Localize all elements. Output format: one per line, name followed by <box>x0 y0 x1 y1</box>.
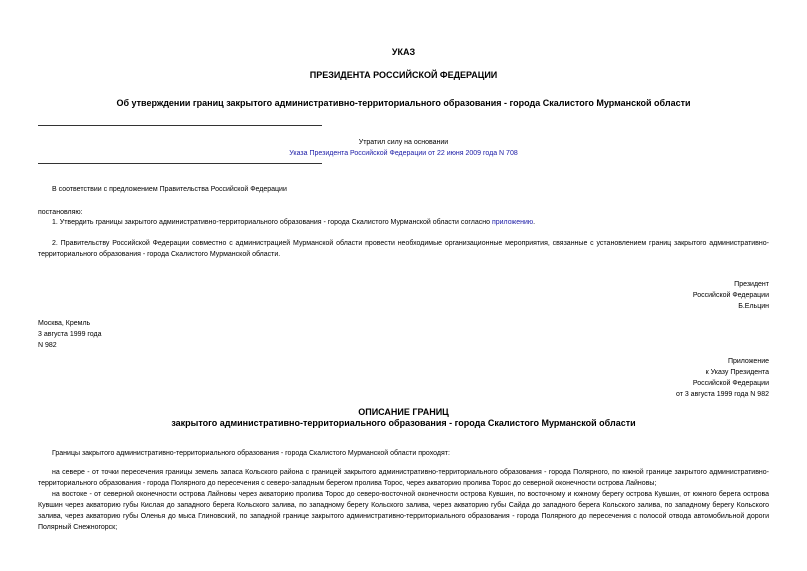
place: Москва, Кремль <box>38 320 91 327</box>
description-north: на севере - от точки пересечения границы земель запаса Кольского района с границей закрытого административно-территориального образования - города Полярного, по южной границе закрытого административно-территориального образования - города Полярного до пересечения с северо-западным берегом пролива Торос, через акваторию пролива Торос до северной оконечности острова Лайновы; <box>38 469 769 487</box>
appendix-ref-3: от 3 августа 1999 года N 982 <box>675 391 769 398</box>
document-title: Об утверждении границ закрытого административно-территориального образования - города Скалистого Мурманской области <box>116 98 691 108</box>
item-1-end: . <box>533 219 536 226</box>
document-type-heading: УКАЗ <box>391 47 416 57</box>
postanovlyayu-text: постановляю: <box>38 209 83 216</box>
item-1-text: 1. Утвердить границы закрытого административно-территориального образования - города Скалистого Мурманской области согласно <box>52 219 492 226</box>
issuer-heading: ПРЕЗИДЕНТА РОССИЙСКОЙ ФЕДЕРАЦИИ <box>309 70 498 80</box>
repeal-note: Утратил силу на основании <box>358 139 449 146</box>
intro-paragraph: В соответствии с предложением Правительства Российской Федерации <box>52 186 287 193</box>
description-intro: Границы закрытого административно-территориального образования - города Скалистого Мурманской области проходят: <box>52 450 450 457</box>
decree-number: N 982 <box>38 342 57 349</box>
bottom-divider <box>38 163 322 164</box>
description-east: на востоке - от северной оконечности острова Лайновы через акваторию пролива Торос до северо-восточной оконечности острова Кувшин, по восточному и южному берегу острова Кувшин, от южного берега острова Кувшин через акваторию губы Кислая до западного берега Кольского залива, по западному берегу Кольского залива, через акваторию губы Сайда до западного берега Кольского залива, по западному берегу Кольского залива, через акваторию губы Оленья до мыса Глиновский, по западной границе закрытого административно-территориального образования - города Полярного до пересечения с полосой отвода автомобильной дороги Полярный Снежногорск; <box>38 491 769 531</box>
date: 3 августа 1999 года <box>38 331 102 338</box>
repeal-decree-link[interactable]: Указа Президента Российской Федерации от 22 июня 2009 года N 708 <box>289 150 518 157</box>
item-1-paragraph <box>38 217 769 228</box>
description-title: ОПИСАНИЕ ГРАНИЦ <box>358 407 449 417</box>
appendix-ref-1: к Указу Президента <box>705 369 769 376</box>
signature-position: Президент <box>734 281 769 288</box>
appendix-link[interactable]: приложению <box>491 219 534 226</box>
item-2-paragraph: 2. Правительству Российской Федерации совместно с администрацией Мурманской области провести необходимые организационные мероприятия, связанные с установлением границ закрытого административно-территориального образования - города Скалистого Мурманской области. <box>38 240 769 258</box>
appendix-ref-2: Российской Федерации <box>692 380 769 387</box>
appendix-header-block <box>676 356 769 400</box>
top-divider <box>38 125 322 126</box>
signature-country: Российской Федерации <box>692 292 769 299</box>
signature-name: Б.Ельцин <box>738 303 769 310</box>
repeal-link-row <box>0 148 807 159</box>
signature-block <box>693 279 769 312</box>
description-subtitle: закрытого административно-территориального образования - города Скалистого Мурманской области <box>171 418 636 428</box>
place-date-block <box>38 318 102 351</box>
appendix-label: Приложение <box>727 358 769 365</box>
